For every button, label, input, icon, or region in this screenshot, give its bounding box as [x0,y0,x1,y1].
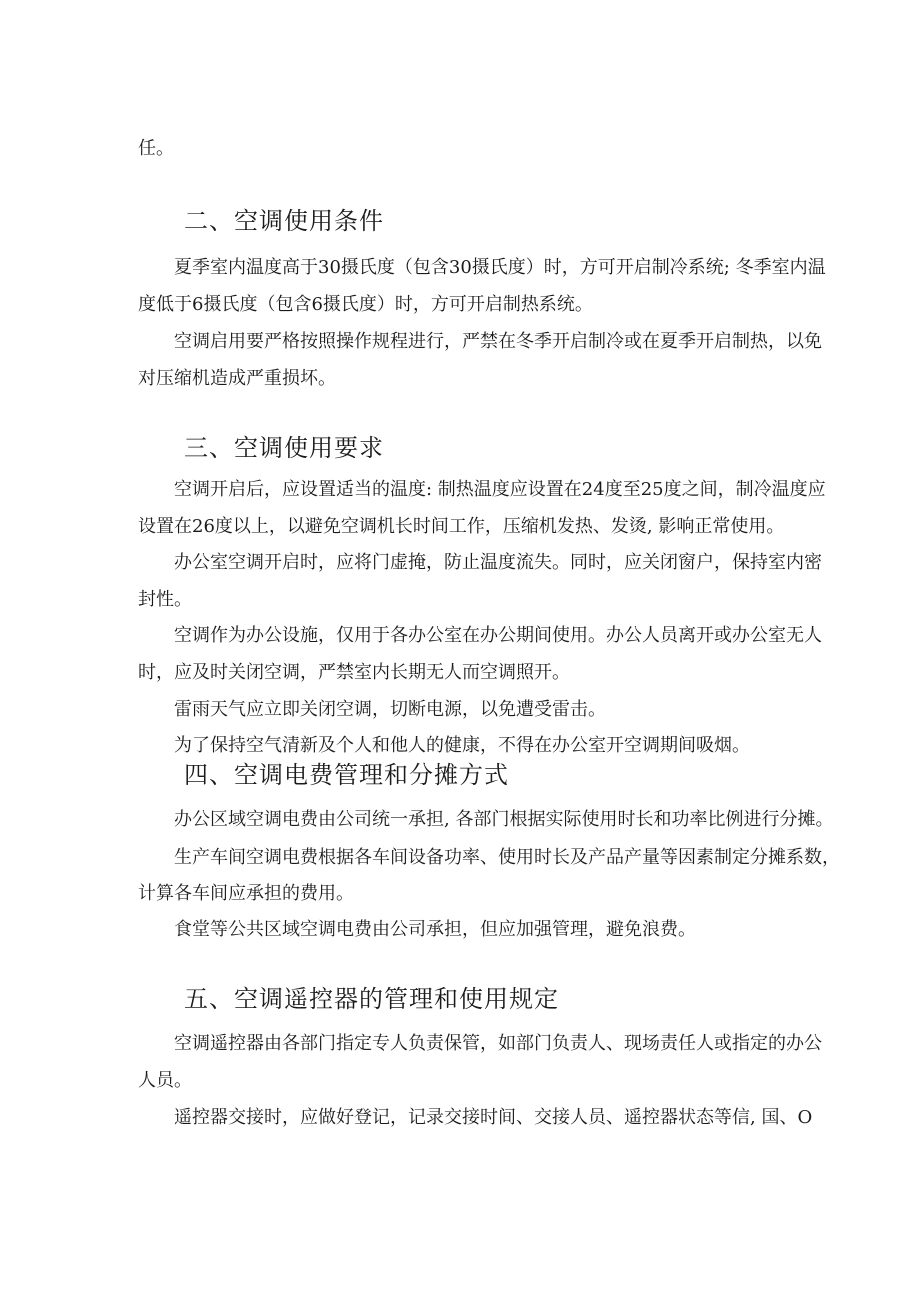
section-heading-usage-requirements: 三、空调使用要求 [184,434,384,462]
paragraph-line: 办公区域空调电费由公司统一承担, 各部门根据实际使用时长和功率比例进行分摊。 [174,809,834,830]
paragraph-line: 计算各车间应承担的费用。 [138,883,354,904]
paragraph-line: 夏季室内温度高于30摄氏度（包含30摄氏度）时，方可开启制冷系统; 冬季室内温 [174,257,826,278]
paragraph-line: 度低于6摄氏度（包含6摄氏度）时，方可开启制热系统。 [138,294,593,315]
paragraph-line: 封性。 [138,589,192,610]
paragraph-line: 遥控器交接时，应做好登记，记录交接时间、交接人员、遥控器状态等信, 国、O [174,1107,813,1128]
paragraph-line: 设置在26度以上，以避免空调机长时间工作，压缩机发热、发烫, 影响正常使用。 [138,516,785,537]
paragraph-line: 空调作为办公设施，仅用于各办公室在办公期间使用。办公人员离开或办公室无人 [174,625,822,646]
paragraph-line: 空调开启后，应设置适当的温度: 制热温度应设置在24度至25度之间，制冷温度应 [174,479,826,500]
paragraph-line: 雷雨天气应立即关闭空调，切断电源，以免遭受雷击。 [174,699,606,720]
paragraph-line: 空调遥控器由各部门指定专人负责保管，如部门负责人、现场责任人或指定的办公 [174,1033,822,1054]
paragraph-line: 生产车间空调电费根据各车间设备功率、使用时长及产品产量等因素制定分摊系数， [174,847,840,868]
section-heading-electricity-fees: 四、空调电费管理和分摊方式 [184,761,509,789]
paragraph-line: 人员。 [138,1070,192,1091]
continued-text: 任。 [138,138,174,159]
paragraph-line: 对压缩机造成严重损坏。 [138,368,336,389]
section-heading-remote-control: 五、空调遥控器的管理和使用规定 [184,985,559,1013]
paragraph-line: 办公室空调开启时，应将门虚掩，防止温度流失。同时，应关闭窗户，保持室内密 [174,552,822,573]
paragraph-line: 空调启用要严格按照操作规程进行，严禁在冬季开启制冷或在夏季开启制热，以免 [174,331,822,352]
section-heading-usage-conditions: 二、空调使用条件 [184,207,384,235]
paragraph-line: 为了保持空气清新及个人和他人的健康，不得在办公室开空调期间吸烟。 [174,735,750,756]
paragraph-line: 时，应及时关闭空调，严禁室内长期无人而空调照开。 [138,662,570,683]
paragraph-line: 食堂等公共区域空调电费由公司承担，但应加强管理，避免浪费。 [174,919,696,940]
